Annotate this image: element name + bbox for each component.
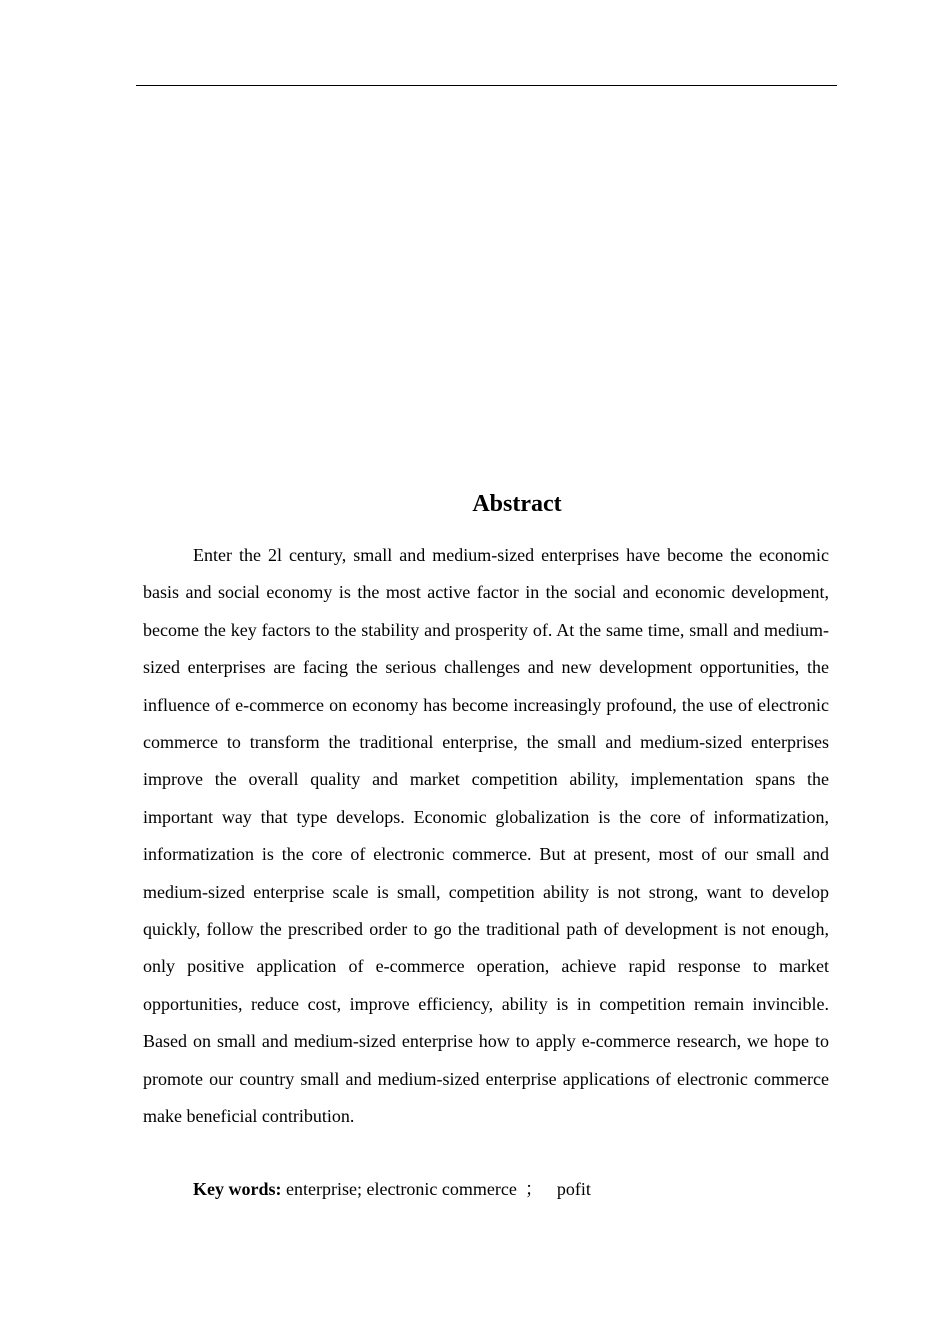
abstract-title: Abstract [472,491,562,517]
keywords-last: pofit [556,1179,591,1199]
abstract-paragraph: Enter the 2l century, small and medium-sized enterprises have become the economic basis and social economy is the most active factor in the social and economic development, become the key factors to the stability and prosperity of. At the same time, small and medium-sized enterprises are facing the serious challenges and new development opportunities, the influence of e-commerce on economy has become increasingly profound, the use of electronic commerce to transform the traditional enterprise, the small and medium-sized enterprises improve the overall quality and market competition ability, implementation spans the important way that type develops. Economic globalization is the core of informatization, informatization is the core of electronic commerce. But at present, most of our small and medium-sized enterprise scale is small, competition ability is not strong, want to develop quickly, follow the prescribed order to go the traditional path of development is not enough, only positive application of e-commerce operation, achieve rapid response to market opportunities, reduce cost, improve efficiency, ability is in competition remain invincible. Based on small and medium-sized enterprise how to apply e-commerce research, we hope to promote our country small and medium-sized enterprise applications of electronic commerce make beneficial contribution. [143,545,829,1127]
keywords-separator: ； [524,1179,543,1199]
keywords-label: Key words: [193,1179,282,1199]
header-rule [136,85,837,86]
keywords-line [193,1174,591,1204]
keywords-first: enterprise; electronic commerce [286,1179,517,1199]
